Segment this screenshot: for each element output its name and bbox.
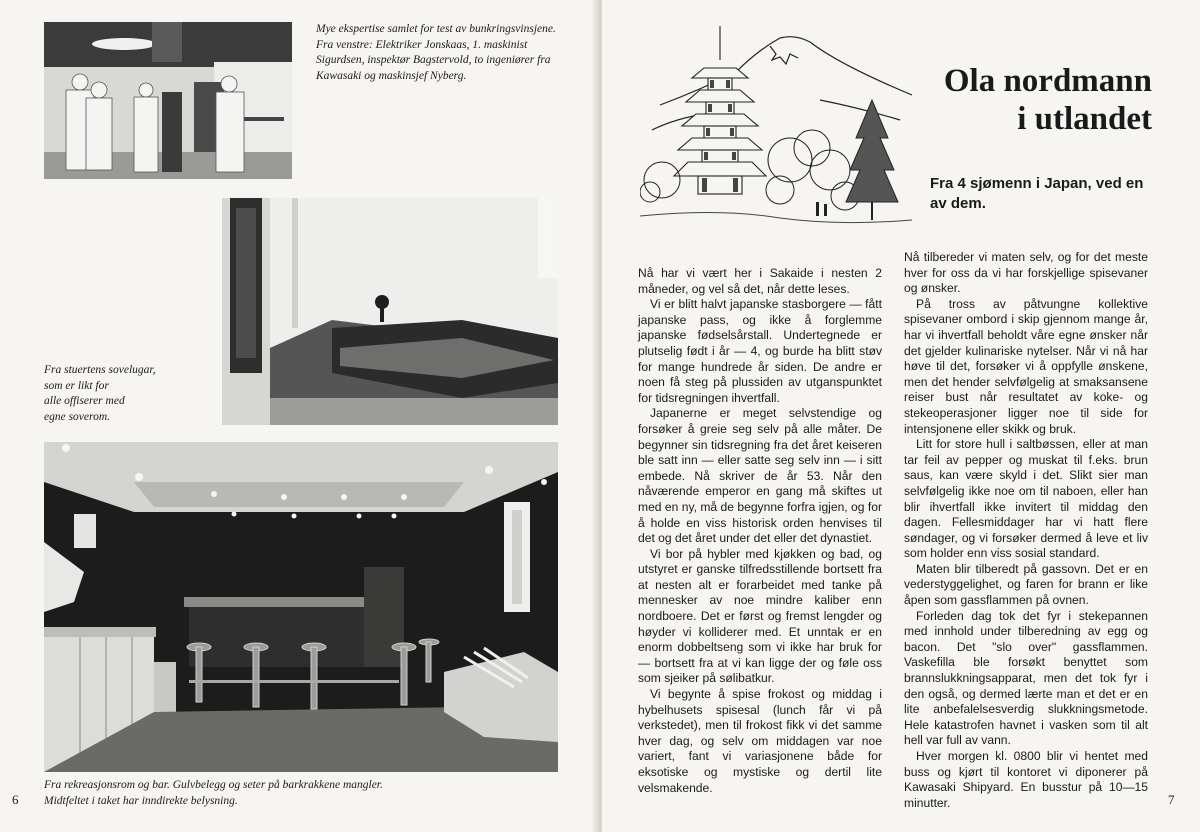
japan-pagoda-illustration bbox=[640, 20, 912, 232]
caption-winch-test: Mye ekspertise samlet for test av bunkringsvinsjene. Fra venstre: Elektriker Jonskaas, 1. maskinist Sigurdsen, inspektør Bagstervold, to ingeniører fra Kawasaki og maskinsjef Nyberg. bbox=[316, 23, 556, 82]
left-page bbox=[0, 0, 598, 832]
column-2-paragraph: Nå tilbereder vi maten selv, og for det meste hver for oss da vi har forskjellige spisevaner og ønsker. bbox=[904, 250, 1148, 296]
column-2-paragraph: På tross av påtvungne kollektive spisevaner ombord i skip gjennom mange år, har vi ihvertfall beholdt våre egne ønsker når det gjelder kulinariske nytelser. Når vi nå har høve til det, forsøker vi å oppfylle ønskene, men det hender selvfølgelig at smaksansene reiser bust når resultatet av koke- og stekeoperasjoner ligger noe til side for intensjonene eller skikk og bruk. bbox=[904, 296, 1148, 436]
column-1-paragraph: Vi begynte å spise frokost og middag i hybelhusets spisesal (lunch får vi på verkstedet), men til frokost fikk vi det samme hver dag, og selv om middagen var noe variert, fant vi variasjonene både for eksotiske og mystiske og dertil lite velsmakende. bbox=[638, 687, 882, 795]
photo-bunkering-winch-test bbox=[44, 22, 292, 179]
article-title: Ola nordmann i utlandet bbox=[943, 63, 1152, 137]
column-1-paragraph: Vi bor på hybler med kjøkken og bad, og utstyret er ganske tilfredsstillende bortsett fra at nesten alt er forarbeidet med tanke på mennesker av noe mindre kaliber enn nordboere. Det er først og fremst lengder og høyder vi kolliderer med. Et unntak er en enorm dobbeltseng som vi ikke har bruk for — bortsett fra at vi kan ligge der og føle oss som sjeiker på sølibatkur. bbox=[638, 546, 882, 686]
page-number-right: 7 bbox=[1168, 792, 1175, 807]
article-subtitle: Fra 4 sjømenn i Japan, ved en av dem. bbox=[930, 175, 1144, 212]
photo-recreation-room-bar bbox=[44, 442, 558, 772]
column-1-paragraph: Vi er blitt halvt japanske stasborgere — fått japanske pass, og ikke å forglemme japanske fødselsårstall. Undertegnede er plutselig født i år — 4, og burde ha blitt støv for mange hundrede år siden. De andre er noen få steg på plussiden av utganspunktet for tidsregningen ihvertfall. bbox=[638, 297, 882, 405]
column-2-paragraph: Litt for store hull i saltbøssen, eller at man tar feil av pepper og muskat til f.eks. brun saus, kan være skyld i det. Slikt sier man selvfølgelig ikke noe om til naboen, eller han blir ihvertfall ikke invitert til middag den dagen. Fellesmiddager har vi hatt flere søndager, og vi forsøker dermed å leve et liv som holder enn viss sosial standard. bbox=[904, 437, 1148, 561]
caption-recreation-room: Fra rekreasjonsrom og bar. Gulvbelegg og seter på barkrakkene mangler. Midtfeltet i taket har inndirekte belysning. bbox=[44, 779, 383, 807]
column-1-paragraph: Japanerne er meget selvstendige og forsøker å greie seg selv på alle måter. De begynner sin tidsregning fra det året keiseren ble satt inn — eller satte seg selv inn — i sitt embede. Nå skriver de år 53. Når den nåværende emperor en gang må skiftes ut med en ny, må de begynne forfra igjen, og for å holde en viss historisk orden henvises til det og det året under det eller det dynastiet. bbox=[638, 406, 882, 546]
photo-stewards-cabin bbox=[222, 198, 558, 425]
column-2-paragraph: Hver morgen kl. 0800 blir vi hentet med buss og kjørt til kontoret vi diponerer på Kawasaki Shipyard. En busstur på 10—15 minutter. bbox=[904, 749, 1148, 810]
column-2-paragraph: Maten blir tilberedt på gassovn. Det er en vederstyggelighet, og faren for brann er like åpen som gassflammen på ovnen. bbox=[904, 561, 1148, 608]
column-2-paragraph: Forleden dag tok det fyr i stekepannen med innhold under tilberedning av egg og bacon. Det "slo over" gassflammen. Vaskefilla ble forsøkt benyttet som brannslukkningsapparat, men det tok fyr i den også, og dermed lærte man et det er en lite anbefalelsesverdig slukkningsmetode. Hele katastrofen havnet i vasken som til alt hell var full av vann. bbox=[904, 608, 1148, 748]
caption-stewards-cabin: Fra stuertens sovelugar, som er likt for alle offiserer med egne soverom. bbox=[44, 364, 156, 423]
column-1-paragraph: Nå har vi vært her i Sakaide i nesten 2 måneder, og vel så det, når dette leses. bbox=[638, 266, 882, 296]
article-column-1 bbox=[638, 266, 882, 796]
article-column-2 bbox=[904, 250, 1148, 811]
page-number-left: 6 bbox=[12, 792, 19, 807]
